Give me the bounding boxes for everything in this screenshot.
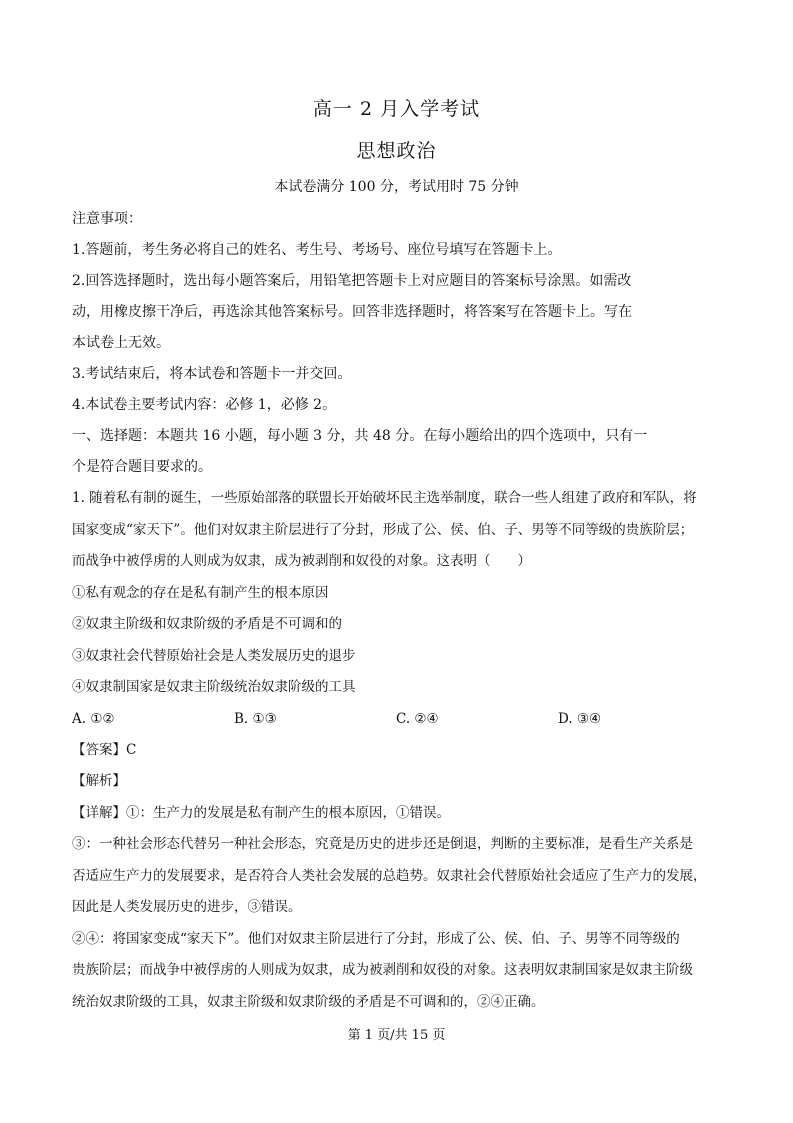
statement-3: ③奴隶社会代替原始社会是人类发展历史的退步	[72, 647, 356, 664]
statement-4: ④奴隶制国家是奴隶主阶级统治奴隶阶级的工具	[72, 679, 356, 695]
notice-item-3: 3.考试结束后，将本试卷和答题卡一并交回。	[72, 366, 352, 382]
document-body	[72, 204, 722, 1018]
detail-line: 【详解】①：生产力的发展是私有制产生的根本原因，①错误。	[72, 804, 450, 821]
question-stem: 国家变成“家天下”。他们对奴隶主阶层进行了分封，形成了公、侯、伯、子、男等不同等级的贵族阶层；	[72, 521, 694, 538]
notice-heading: 注意事项：	[72, 211, 142, 227]
section-heading-cont: 个是符合题目要求的。	[72, 459, 212, 475]
question-stem: 1. 随着私有制的诞生，一些原始部落的联盟长开始破坏民主选举制度，联合一些人组建了政府和军队，将	[72, 490, 697, 506]
subject-title: 思想政治	[356, 140, 437, 162]
analysis-label: 【解析】	[72, 773, 126, 789]
notice-item-2-cont: 本试卷上无效。	[72, 335, 170, 351]
statement-1: ①私有观念的存在是私有制产生的根本原因	[72, 584, 329, 601]
option-b: B. ①③	[234, 710, 277, 727]
notice-item-1: 1.答题前，考生务必将自己的姓名、考生号、考场号、座位号填写在答题卡上。	[72, 242, 562, 258]
exam-meta: 本试卷满分 100 分，考试用时 75 分钟	[274, 179, 519, 195]
detail-line: 否适应生产力的发展要求，是否符合人类社会发展的总趋势。奴隶社会代替原始社会适应了生产力的发展，	[72, 867, 707, 884]
notice-item-4: 4.本试卷主要考试内容：必修 1，必修 2。	[72, 397, 337, 413]
answer-label: 【答案】C	[72, 741, 137, 758]
question-stem: 而战争中被俘虏的人则成为奴隶，成为被剥削和奴役的对象。这表明（ ）	[72, 553, 531, 569]
detail-line: 因此是人类发展历史的进步，③错误。	[72, 899, 302, 915]
section-heading: 一、选择题：本题共 16 小题，每小题 3 分，共 48 分。在每小题给出的四个选项中，只有一	[72, 428, 648, 444]
option-d: D. ③④	[558, 710, 602, 727]
detail-line: ③：一种社会形态代替另一种社会形态，究竟是历史的进步还是倒退，判断的主要标准，是看生产关系是	[72, 836, 693, 852]
exam-title: 高一 2 月入学考试	[312, 98, 481, 120]
notice-item-2-cont: 动，用橡皮擦干净后，再选涂其他答案标号。回答非选择题时，将答案写在答题卡上。写在	[72, 304, 632, 320]
option-c: C. ②④	[396, 710, 439, 727]
detail-line: 贵族阶层；而战争中被俘虏的人则成为奴隶，成为被剥削和奴役的对象。这表明奴隶制国家是奴隶主阶级	[72, 962, 693, 978]
page-number: 第 1 页/共 15 页	[347, 1028, 446, 1043]
option-a: A. ①②	[72, 710, 115, 727]
detail-line: 统治奴隶阶级的工具，奴隶主阶级和奴隶阶级的矛盾是不可调和的，②④正确。	[72, 993, 545, 1010]
detail-line: ②④：将国家变成“家天下”。他们对奴隶主阶层进行了分封，形成了公、侯、伯、子、男等不同等级的	[72, 930, 680, 947]
statement-2: ②奴隶主阶级和奴隶阶级的矛盾是不可调和的	[72, 616, 342, 632]
notice-item-2: 2.回答选择题时，选出每小题答案后，用铅笔把答题卡上对应题目的答案标号涂黑。如需改	[72, 273, 632, 289]
answer-options	[72, 704, 722, 735]
